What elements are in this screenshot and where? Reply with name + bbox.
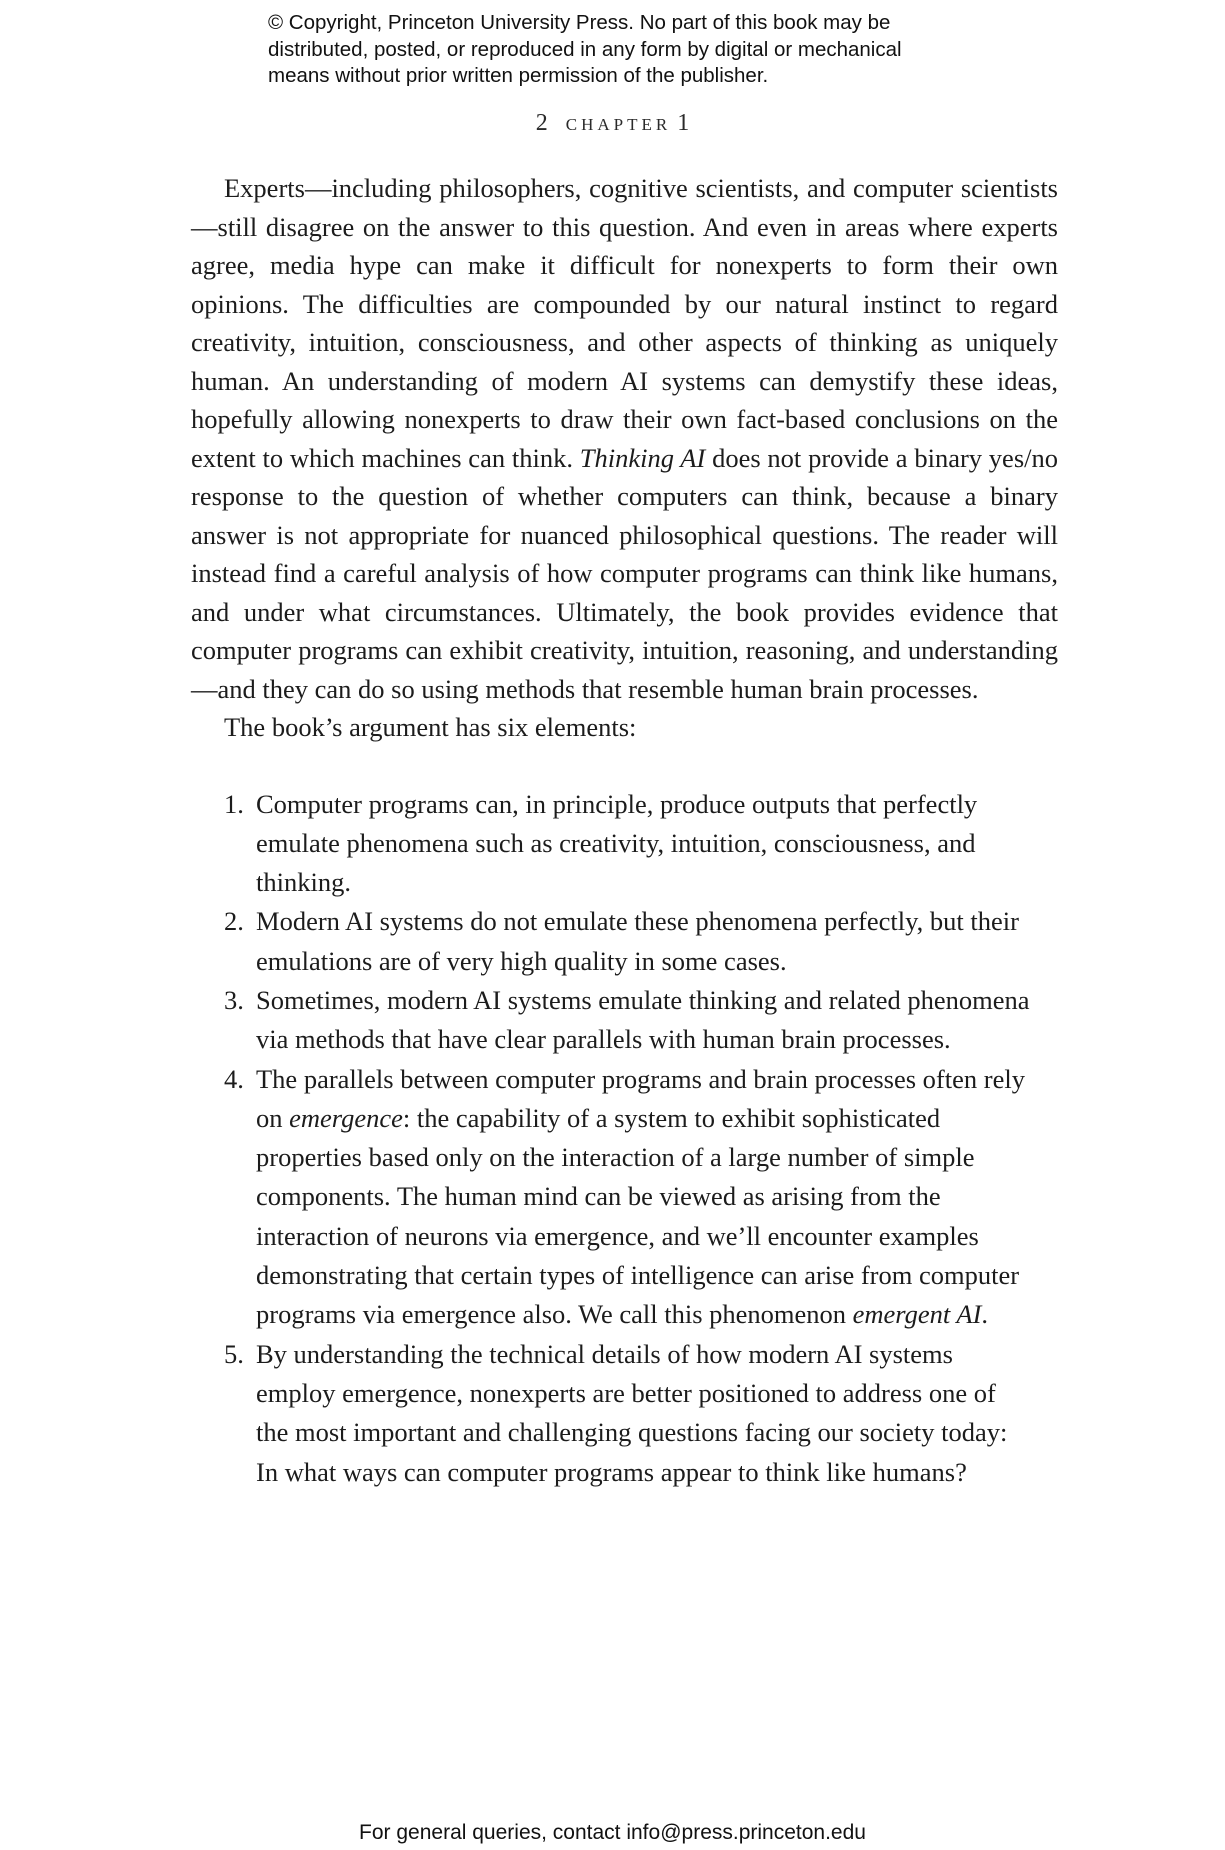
list-number: 5. [224,1338,244,1369]
list-item-text: Modern AI systems do not emulate these phenomena perfectly, but their emulations are of very high quality in some cases. [256,906,1019,976]
list-item [191,1060,1058,1335]
copyright-line: means without prior written permission of the publisher. [268,64,769,87]
list-item-text: : the capability of a system to exhibit sophisticated properties based only on the interaction of a large number of simple components. The human mind can be viewed as arising from the interaction of neurons via emergence, and we’ll encounter examples demonstrating that certain types of intelligence can arise from computer programs via emergence also. We call this phenomenon [256,1102,1020,1330]
list-item-text: By understanding the technical details of how modern AI systems employ emergence, nonexperts are better positioned to address one of the most important and challenging questions facing our society today: In what ways can computer programs appear to think like humans? [256,1338,1008,1487]
list-item [191,1335,1058,1492]
copyright-line: distributed, posted, or reproduced in any form by digital or mechanical [268,37,902,61]
list-item [191,902,1058,981]
list-number: 3. [224,984,244,1015]
term-italic: emergent AI [852,1299,982,1330]
book-title-italic: Thinking AI [579,442,706,473]
list-item [191,981,1058,1060]
footer-contact: For general queries, contact info@press.princeton.edu [359,1821,866,1844]
argument-list [191,785,1058,1492]
chapter-number: 1 [677,110,690,136]
page-number: 2 [535,110,548,136]
paragraph: The book’s argument has six elements: [224,712,637,742]
list-number: 2. [224,906,244,937]
running-head [0,108,1225,138]
paragraph-text: Experts—including philosophers, cognitive scientists, and computer scientists—still disagree on the answer to this question. And even in areas where experts agree, media hype can make it difficult for nonexperts to form their own opinions. The difficulties are compounded by our natural instinct to regard creativity, intuition, consciousness, and other aspects of thinking as uniquely human. An understanding of modern AI systems can demystify these ideas, hopefully allowing nonexperts to draw their own fact-based conclusions on the extent to which machines can think. [191,173,1058,473]
list-item-text: Sometimes, modern AI systems emulate thinking and related phenomena via methods that have clear parallels with human brain processes. [256,984,1030,1055]
copyright-line: © Copyright, Princeton University Press. No part of this book may be [268,11,891,34]
list-item [191,785,1058,903]
paragraph [191,169,1058,708]
list-number: 4. [224,1063,244,1094]
chapter-label: chapter [565,110,672,136]
paragraph-text: does not provide a binary yes/no response to the question of whether computers can think, because a binary answer is not appropriate for nuanced philosophical questions. The reader will instead find a careful analysis of how computer programs can think like humans, and under what circumstances. Ultimately, the book provides evidence that computer programs can exhibit creativity, intuition, reasoning, and understanding—and they can do so using methods that resemble human brain processes. [191,442,1058,704]
list-number: 1. [224,788,244,819]
term-italic: emergence [289,1102,403,1133]
copyright-notice [268,10,968,90]
list-item-text: . [981,1299,989,1330]
page-body [191,169,1058,1492]
list-item-text: Computer programs can, in principle, produce outputs that perfectly emulate phenomena such as creativity, intuition, consciousness, and thinking. [256,788,978,898]
list-item-text: The parallels between computer programs and brain processes often rely on [256,1063,1025,1133]
